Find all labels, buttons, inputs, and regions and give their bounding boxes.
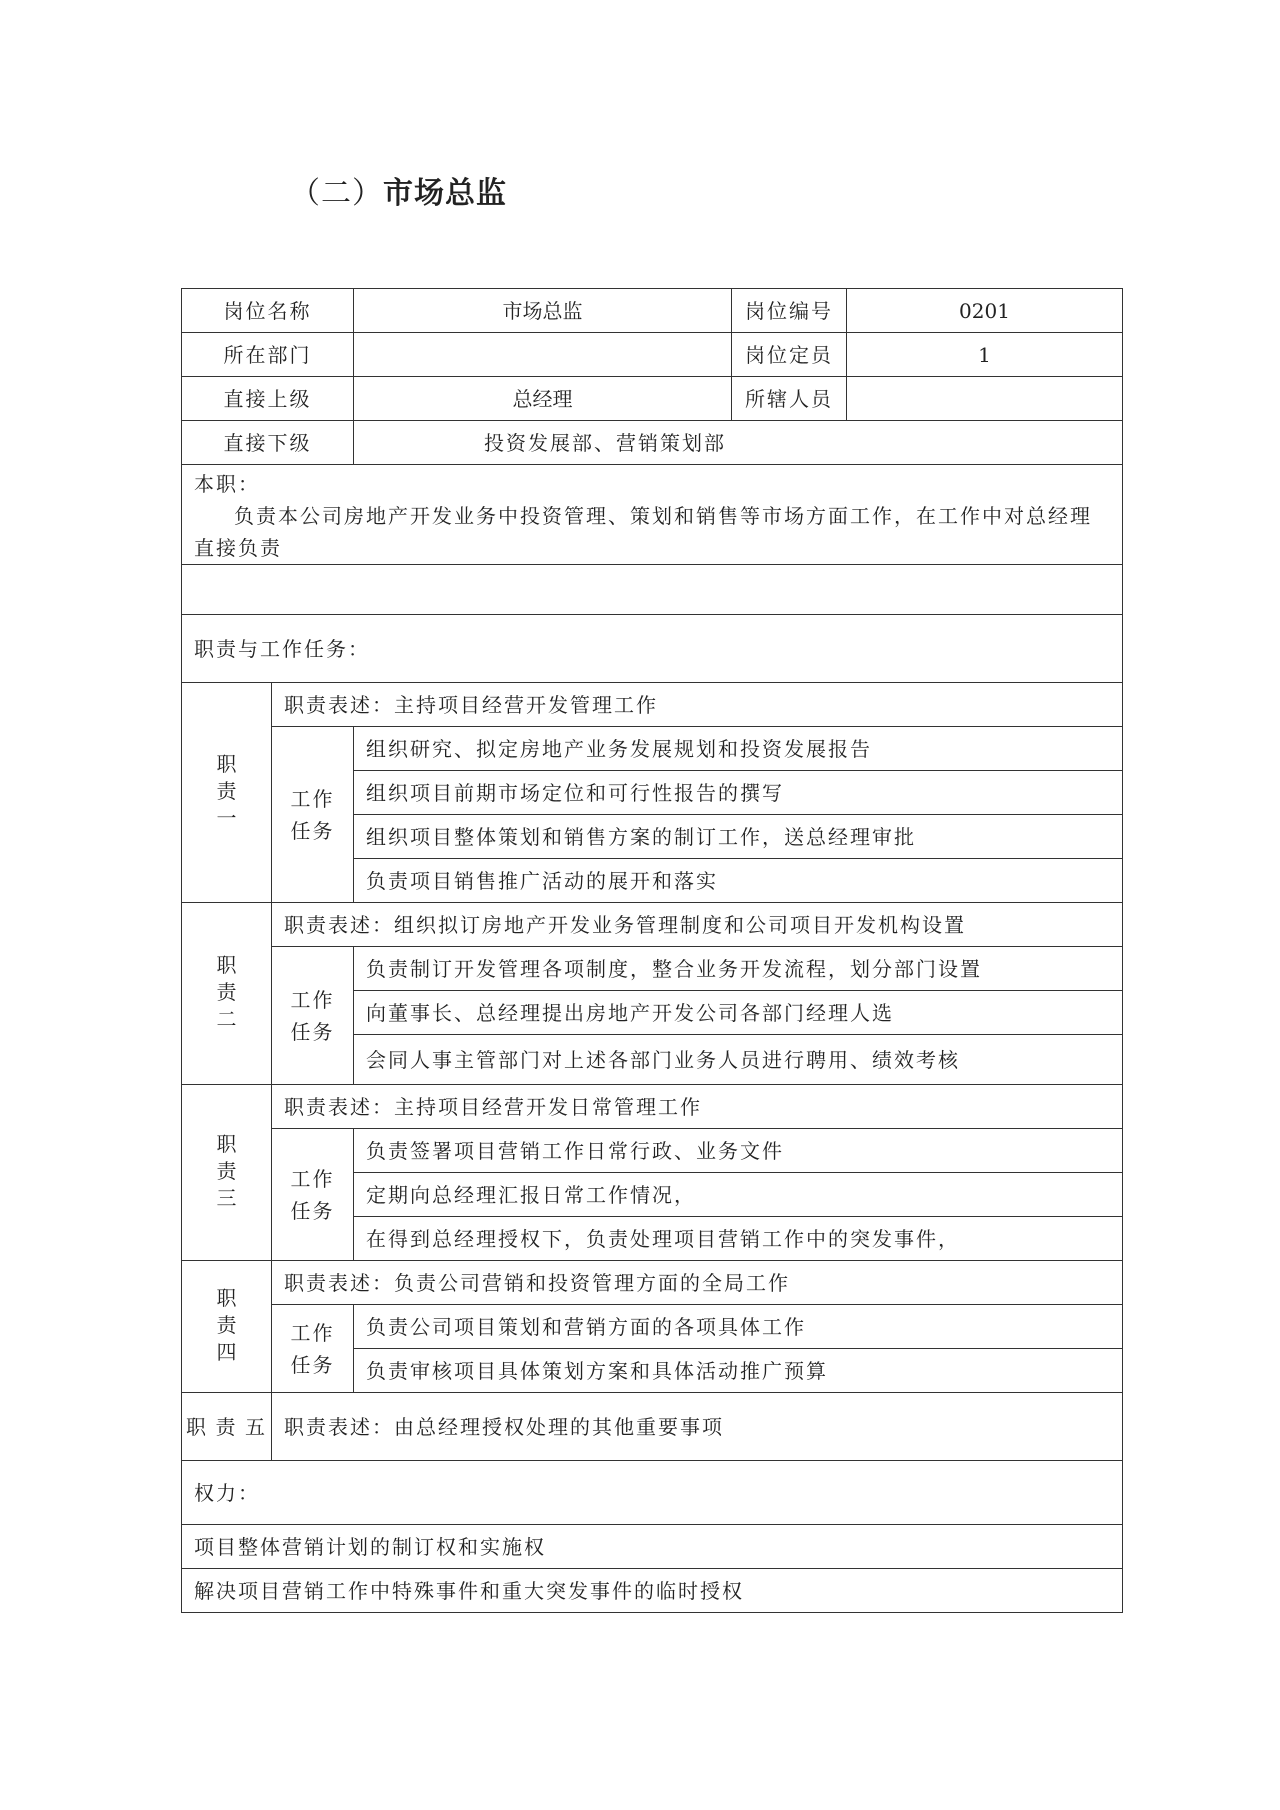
resp2-task-2: 向董事长、总经理提出房地产开发公司各部门经理人选	[354, 991, 1123, 1035]
row-position-name	[182, 289, 1123, 333]
row-responsibilities-header	[182, 615, 1123, 683]
superior-label: 直接上级	[182, 377, 354, 421]
resp1-task-label: 工作任务	[272, 727, 354, 903]
resp3-task-row	[182, 1129, 1123, 1173]
authority-item-row	[182, 1569, 1123, 1613]
resp4-label: 职责四	[182, 1261, 272, 1393]
authority-label: 权力：	[182, 1461, 1123, 1525]
resp5-statement: 职责表述：由总经理授权处理的其他重要事项	[272, 1393, 1123, 1461]
row-superior	[182, 377, 1123, 421]
resp3-statement: 职责表述：主持项目经营开发日常管理工作	[272, 1085, 1123, 1129]
staff-value	[847, 377, 1123, 421]
duty-label: 本职：	[194, 471, 260, 496]
duty-cell	[182, 465, 1123, 565]
resp2-statement-row	[182, 903, 1123, 947]
row-blank	[182, 565, 1123, 615]
resp4-task-row	[182, 1305, 1123, 1349]
resp4-statement-row	[182, 1261, 1123, 1305]
row-subordinate	[182, 421, 1123, 465]
resp2-task-3: 会同人事主管部门对上述各部门业务人员进行聘用、绩效考核	[354, 1035, 1123, 1085]
resp1-task-2: 组织项目前期市场定位和可行性报告的撰写	[354, 771, 1123, 815]
authority-item-1: 项目整体营销计划的制订权和实施权	[182, 1525, 1123, 1569]
title-paren: （二）	[290, 176, 383, 211]
resp4-statement: 职责表述：负责公司营销和投资管理方面的全局工作	[272, 1261, 1123, 1305]
resp1-statement-row	[182, 683, 1123, 727]
blank-cell	[182, 565, 1123, 615]
row-department	[182, 333, 1123, 377]
resp1-task-1: 组织研究、拟定房地产业务发展规划和投资发展报告	[354, 727, 1123, 771]
job-description-table	[181, 288, 1123, 1613]
resp3-label: 职责三	[182, 1085, 272, 1261]
responsibilities-header: 职责与工作任务：	[182, 615, 1123, 683]
department-label: 所在部门	[182, 333, 354, 377]
subordinate-label: 直接下级	[182, 421, 354, 465]
authority-item-2: 解决项目营销工作中特殊事件和重大突发事件的临时授权	[182, 1569, 1123, 1613]
resp1-task-row	[182, 727, 1123, 771]
resp5-label: 职责五	[182, 1393, 272, 1461]
resp3-statement-row	[182, 1085, 1123, 1129]
subordinate-value: 投资发展部、营销策划部	[354, 421, 1123, 465]
position-name-value: 市场总监	[354, 289, 732, 333]
resp1-label: 职责一	[182, 683, 272, 903]
resp2-task-1: 负责制订开发管理各项制度，整合业务开发流程，划分部门设置	[354, 947, 1123, 991]
position-name-label: 岗位名称	[182, 289, 354, 333]
page-title	[290, 168, 507, 212]
resp4-task-label: 工作任务	[272, 1305, 354, 1393]
authority-header-row	[182, 1461, 1123, 1525]
department-value	[354, 333, 732, 377]
headcount-value: 1	[847, 333, 1123, 377]
authority-item-row	[182, 1525, 1123, 1569]
resp3-task-2: 定期向总经理汇报日常工作情况，	[354, 1173, 1123, 1217]
resp4-task-2: 负责审核项目具体策划方案和具体活动推广预算	[354, 1349, 1123, 1393]
resp1-task-3: 组织项目整体策划和销售方案的制订工作，送总经理审批	[354, 815, 1123, 859]
resp2-statement: 职责表述：组织拟订房地产开发业务管理制度和公司项目开发机构设置	[272, 903, 1123, 947]
superior-value: 总经理	[354, 377, 732, 421]
resp4-task-1: 负责公司项目策划和营销方面的各项具体工作	[354, 1305, 1123, 1349]
row-duty	[182, 465, 1123, 565]
resp2-label: 职责二	[182, 903, 272, 1085]
duty-text: 负责本公司房地产开发业务中投资管理、策划和销售等市场方面工作，在工作中对总经理直接负责	[194, 503, 1092, 560]
resp1-statement: 职责表述：主持项目经营开发管理工作	[272, 683, 1123, 727]
position-code-value: 0201	[847, 289, 1123, 333]
headcount-label: 岗位定员	[732, 333, 847, 377]
resp1-task-4: 负责项目销售推广活动的展开和落实	[354, 859, 1123, 903]
staff-label: 所辖人员	[732, 377, 847, 421]
resp5-row	[182, 1393, 1123, 1461]
resp3-task-3: 在得到总经理授权下，负责处理项目营销工作中的突发事件，	[354, 1217, 1123, 1261]
title-text: 市场总监	[383, 176, 507, 211]
resp2-task-label: 工作任务	[272, 947, 354, 1085]
resp3-task-label: 工作任务	[272, 1129, 354, 1261]
position-code-label: 岗位编号	[732, 289, 847, 333]
resp3-task-1: 负责签署项目营销工作日常行政、业务文件	[354, 1129, 1123, 1173]
resp2-task-row	[182, 947, 1123, 991]
